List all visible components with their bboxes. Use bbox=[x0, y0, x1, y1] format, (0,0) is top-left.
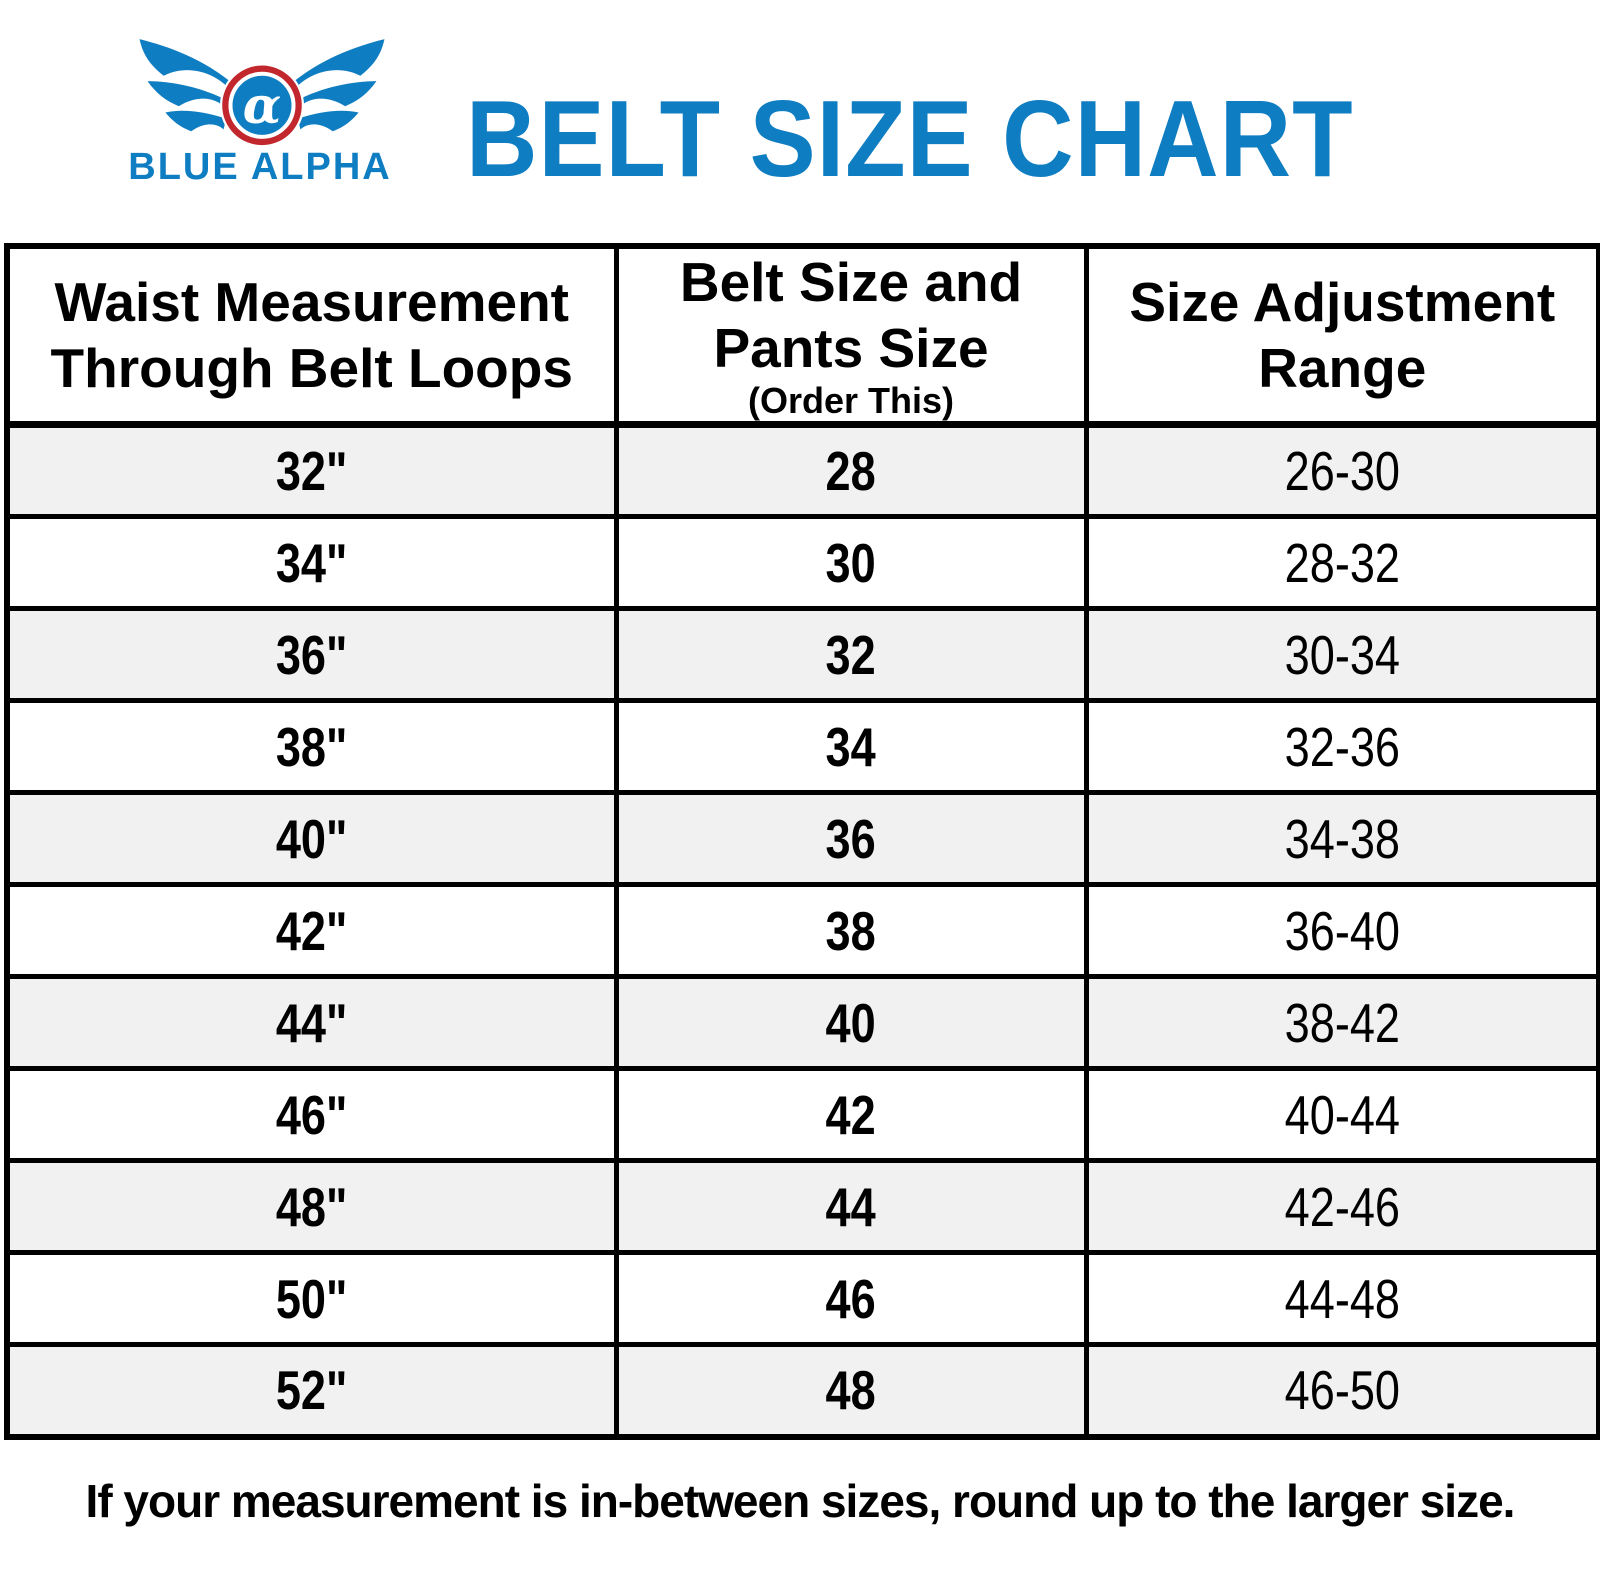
cell-waist-value: 48" bbox=[275, 1175, 348, 1238]
cell-waist bbox=[7, 977, 616, 1069]
cell-adjustment-range bbox=[1086, 1069, 1599, 1161]
cell-waist bbox=[7, 1345, 616, 1437]
table-row bbox=[7, 885, 1599, 977]
col-header-line: Range bbox=[1258, 337, 1427, 399]
cell-adjustment-range bbox=[1086, 517, 1599, 609]
cell-belt-size-value: 34 bbox=[825, 715, 877, 778]
cell-belt-size bbox=[616, 609, 1086, 701]
cell-belt-size bbox=[616, 425, 1086, 517]
cell-belt-size bbox=[616, 1345, 1086, 1437]
cell-waist-value: 46" bbox=[275, 1083, 348, 1146]
cell-adjustment-range-value: 44-48 bbox=[1284, 1267, 1400, 1330]
alpha-symbol: α bbox=[242, 76, 282, 136]
table-row bbox=[7, 517, 1599, 609]
cell-waist bbox=[7, 1069, 616, 1161]
cell-adjustment-range-value: 42-46 bbox=[1284, 1175, 1400, 1238]
cell-adjustment-range-value: 46-50 bbox=[1284, 1359, 1400, 1422]
col-header-subtext: (Order This) bbox=[747, 380, 954, 421]
cell-belt-size-value: 30 bbox=[825, 531, 877, 594]
size-table bbox=[4, 243, 1600, 1440]
footer-note: If your measurement is in-between sizes, round up to the larger size. bbox=[85, 1474, 1515, 1527]
cell-belt-size-value: 46 bbox=[825, 1267, 877, 1330]
table-header bbox=[7, 246, 1599, 425]
col-header-waist bbox=[7, 246, 616, 425]
cell-belt-size-value: 38 bbox=[825, 899, 877, 962]
cell-adjustment-range-value: 36-40 bbox=[1284, 899, 1400, 962]
cell-adjustment-range bbox=[1086, 1253, 1599, 1345]
cell-belt-size bbox=[616, 1069, 1086, 1161]
cell-belt-size-value: 40 bbox=[825, 991, 877, 1054]
col-header-line: Belt Size and bbox=[679, 251, 1023, 313]
cell-adjustment-range-value: 30-34 bbox=[1284, 623, 1400, 686]
cell-adjustment-range-value: 28-32 bbox=[1284, 531, 1400, 594]
cell-waist-value: 34" bbox=[275, 531, 348, 594]
cell-belt-size bbox=[616, 885, 1086, 977]
table-row bbox=[7, 701, 1599, 793]
cell-adjustment-range-value: 40-44 bbox=[1284, 1083, 1400, 1146]
cell-adjustment-range-value: 34-38 bbox=[1284, 807, 1400, 870]
col-header-line: Through Belt Loops bbox=[50, 337, 573, 399]
cell-waist-value: 32" bbox=[275, 440, 348, 502]
cell-waist-value: 52" bbox=[275, 1359, 348, 1422]
cell-waist-value: 42" bbox=[275, 899, 348, 962]
cell-belt-size bbox=[616, 1161, 1086, 1253]
cell-waist bbox=[7, 1161, 616, 1253]
page-title: BELT SIZE CHART bbox=[466, 77, 1354, 200]
header-row bbox=[7, 246, 1599, 425]
col-header-line: Pants Size bbox=[713, 317, 989, 379]
cell-waist-value: 36" bbox=[275, 623, 348, 686]
cell-waist bbox=[7, 1253, 616, 1345]
header bbox=[0, 0, 1600, 243]
cell-adjustment-range-value: 38-42 bbox=[1284, 991, 1400, 1054]
cell-adjustment-range bbox=[1086, 425, 1599, 517]
cell-belt-size bbox=[616, 1253, 1086, 1345]
cell-waist bbox=[7, 609, 616, 701]
cell-adjustment-range bbox=[1086, 977, 1599, 1069]
cell-waist-value: 50" bbox=[275, 1267, 348, 1330]
cell-adjustment-range-value: 26-30 bbox=[1284, 440, 1400, 502]
cell-waist bbox=[7, 517, 616, 609]
cell-waist bbox=[7, 885, 616, 977]
col-header-belt-size bbox=[616, 246, 1086, 425]
cell-waist bbox=[7, 425, 616, 517]
table-row bbox=[7, 1345, 1599, 1437]
cell-adjustment-range bbox=[1086, 1161, 1599, 1253]
cell-belt-size bbox=[616, 793, 1086, 885]
cell-belt-size-value: 36 bbox=[825, 807, 877, 870]
cell-belt-size-value: 42 bbox=[825, 1083, 877, 1146]
cell-waist bbox=[7, 701, 616, 793]
cell-belt-size bbox=[616, 977, 1086, 1069]
cell-adjustment-range bbox=[1086, 701, 1599, 793]
cell-adjustment-range bbox=[1086, 885, 1599, 977]
table-row bbox=[7, 1253, 1599, 1345]
cell-belt-size bbox=[616, 517, 1086, 609]
table-row bbox=[7, 1069, 1599, 1161]
table-row bbox=[7, 1161, 1599, 1253]
cell-adjustment-range-value: 32-36 bbox=[1284, 715, 1400, 778]
cell-adjustment-range bbox=[1086, 1345, 1599, 1437]
table-body bbox=[7, 425, 1599, 1437]
table-row bbox=[7, 977, 1599, 1069]
cell-waist-value: 38" bbox=[275, 715, 348, 778]
cell-belt-size-value: 48 bbox=[825, 1359, 877, 1422]
cell-belt-size-value: 28 bbox=[825, 440, 877, 502]
cell-belt-size-value: 32 bbox=[825, 623, 877, 686]
table-row bbox=[7, 793, 1599, 885]
cell-waist-value: 40" bbox=[275, 807, 348, 870]
cell-waist-value: 44" bbox=[275, 991, 348, 1054]
table-row bbox=[7, 425, 1599, 517]
col-header-adjustment-range bbox=[1086, 246, 1599, 425]
cell-belt-size-value: 44 bbox=[825, 1175, 877, 1238]
table-row bbox=[7, 609, 1599, 701]
col-header-line: Size Adjustment bbox=[1129, 271, 1556, 333]
cell-adjustment-range bbox=[1086, 609, 1599, 701]
cell-waist bbox=[7, 793, 616, 885]
cell-belt-size bbox=[616, 701, 1086, 793]
cell-adjustment-range bbox=[1086, 793, 1599, 885]
brand-name: BLUE ALPHA bbox=[128, 146, 392, 188]
col-header-line: Waist Measurement bbox=[54, 271, 569, 333]
